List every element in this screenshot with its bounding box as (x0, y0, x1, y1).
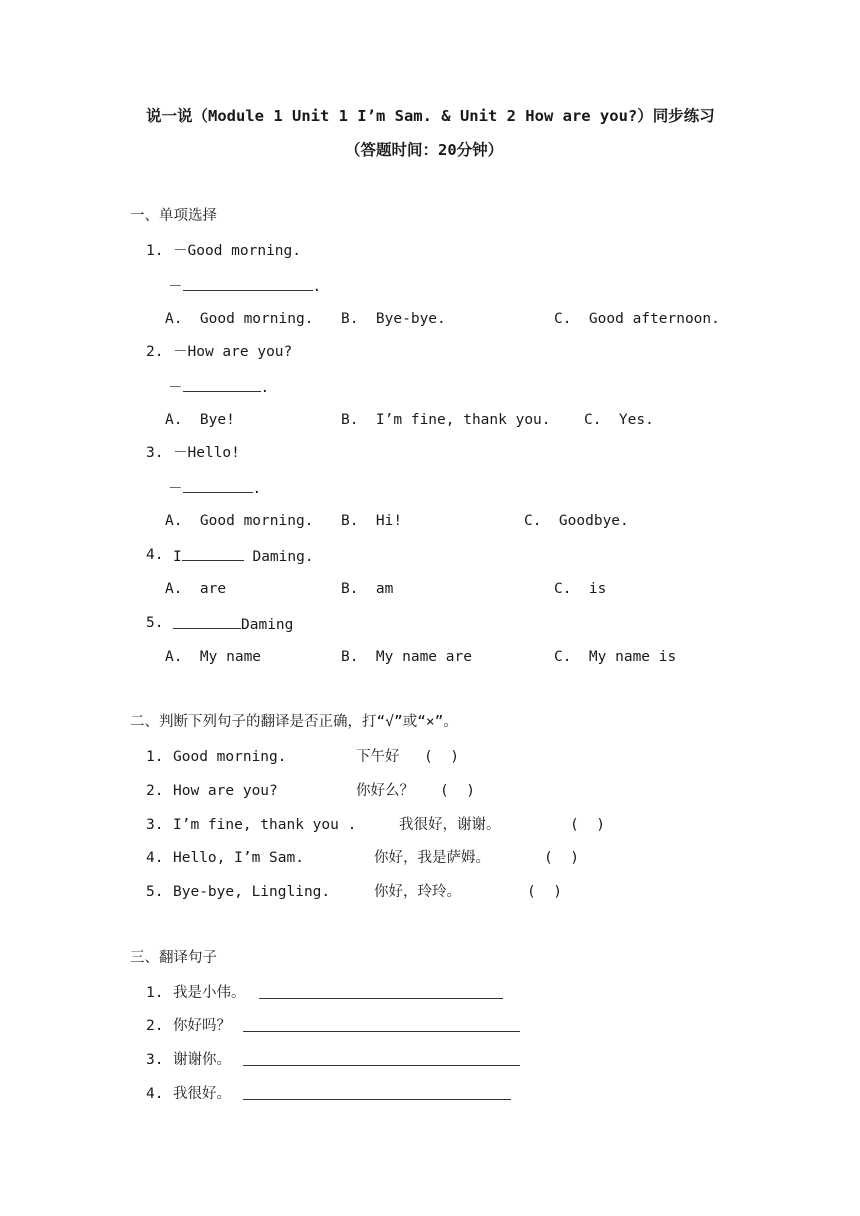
judge-item-english: Hello, I’m Sam. (173, 850, 304, 866)
judge-item-number: 3. (146, 817, 164, 833)
q3-number: 3. (146, 445, 164, 461)
q2-prompt: －How are you? (173, 344, 293, 360)
translate-item-number: 3. (146, 1052, 164, 1068)
q2-option-b[interactable]: B. I’m fine, thank you. (341, 412, 551, 428)
q2-option-c[interactable]: C. Yes. (584, 412, 654, 428)
q5-option-c[interactable]: C. My name is (554, 649, 677, 665)
q4-prompt: I Daming. (173, 546, 314, 566)
q5-number: 5. (146, 615, 164, 631)
translate-answer-line[interactable] (243, 1031, 520, 1032)
q4-option-b[interactable]: B. am (341, 581, 394, 597)
q3-prompt: －Hello! (173, 445, 240, 461)
q3-option-c[interactable]: C. Goodbye. (524, 513, 629, 529)
judge-item-answer-paren[interactable]: ( ) (544, 850, 579, 866)
document-title: 说一说（Module 1 Unit 1 I’m Sam. & Unit 2 How are you?）同步练习 (146, 107, 715, 125)
judge-item-chinese: 你好么？ (356, 783, 414, 799)
translate-item-chinese: 我很好。 (173, 1086, 231, 1102)
translate-item-chinese: 你好吗？ (173, 1018, 231, 1034)
q5-option-a[interactable]: A. My name (165, 649, 262, 665)
translate-answer-line[interactable] (243, 1099, 511, 1100)
document-subtitle: （答题时间：20分钟） (345, 141, 504, 159)
judge-item-number: 1. (146, 749, 164, 765)
judge-item-chinese: 下午好 (356, 749, 400, 765)
judge-item-chinese: 我很好，谢谢。 (399, 817, 501, 833)
section-3-heading: 三、翻译句子 (130, 950, 217, 966)
q5-prompt: Daming (173, 614, 293, 634)
q1-answer-line: － . (168, 276, 321, 296)
q4-number: 4. (146, 547, 164, 563)
q4-option-c[interactable]: C. is (554, 581, 607, 597)
judge-item-english: How are you? (173, 783, 278, 799)
translate-item-number: 2. (146, 1018, 164, 1034)
q5-option-b[interactable]: B. My name are (341, 649, 472, 665)
judge-item-answer-paren[interactable]: ( ) (440, 783, 475, 799)
q3-option-b[interactable]: B. Hi! (341, 513, 403, 529)
judge-item-number: 4. (146, 850, 164, 866)
judge-item-number: 2. (146, 783, 164, 799)
q2-number: 2. (146, 344, 164, 360)
translate-item-number: 1. (146, 985, 164, 1001)
q4-option-a[interactable]: A. are (165, 581, 227, 597)
section-2-heading: 二、判断下列句子的翻译是否正确，打“√”或“×”。 (130, 714, 458, 730)
translate-item-chinese: 谢谢你。 (173, 1052, 231, 1068)
q1-option-a[interactable]: A. Good morning. (165, 311, 314, 327)
judge-item-chinese: 你好，我是萨姆。 (374, 850, 490, 866)
section-1-heading: 一、单项选择 (130, 208, 217, 224)
q2-answer-blank[interactable] (183, 377, 261, 392)
q3-answer-blank[interactable] (183, 478, 253, 493)
judge-item-english: Bye-bye, Lingling. (173, 884, 331, 900)
judge-item-chinese: 你好，玲玲。 (374, 884, 461, 900)
q2-answer-line: － . (168, 377, 269, 397)
judge-item-answer-paren[interactable]: ( ) (570, 817, 605, 833)
q3-answer-line: － . (168, 478, 261, 498)
judge-item-answer-paren[interactable]: ( ) (527, 884, 562, 900)
translate-item-number: 4. (146, 1086, 164, 1102)
q1-option-b[interactable]: B. Bye-bye. (341, 311, 446, 327)
q3-option-a[interactable]: A. Good morning. (165, 513, 314, 529)
judge-item-answer-paren[interactable]: ( ) (424, 749, 459, 765)
q1-number: 1. (146, 243, 164, 259)
judge-item-english: I’m fine, thank you . (173, 817, 357, 833)
translate-answer-line[interactable] (259, 998, 503, 999)
q4-answer-blank[interactable] (182, 546, 244, 561)
q2-option-a[interactable]: A. Bye! (165, 412, 235, 428)
translate-item-chinese: 我是小伟。 (173, 985, 246, 1001)
q1-prompt: －Good morning. (173, 243, 301, 259)
q1-option-c[interactable]: C. Good afternoon. (554, 311, 720, 327)
judge-item-number: 5. (146, 884, 164, 900)
translate-answer-line[interactable] (243, 1065, 520, 1066)
judge-item-english: Good morning. (173, 749, 287, 765)
q5-answer-blank[interactable] (173, 614, 241, 629)
q1-answer-blank[interactable] (183, 276, 313, 291)
